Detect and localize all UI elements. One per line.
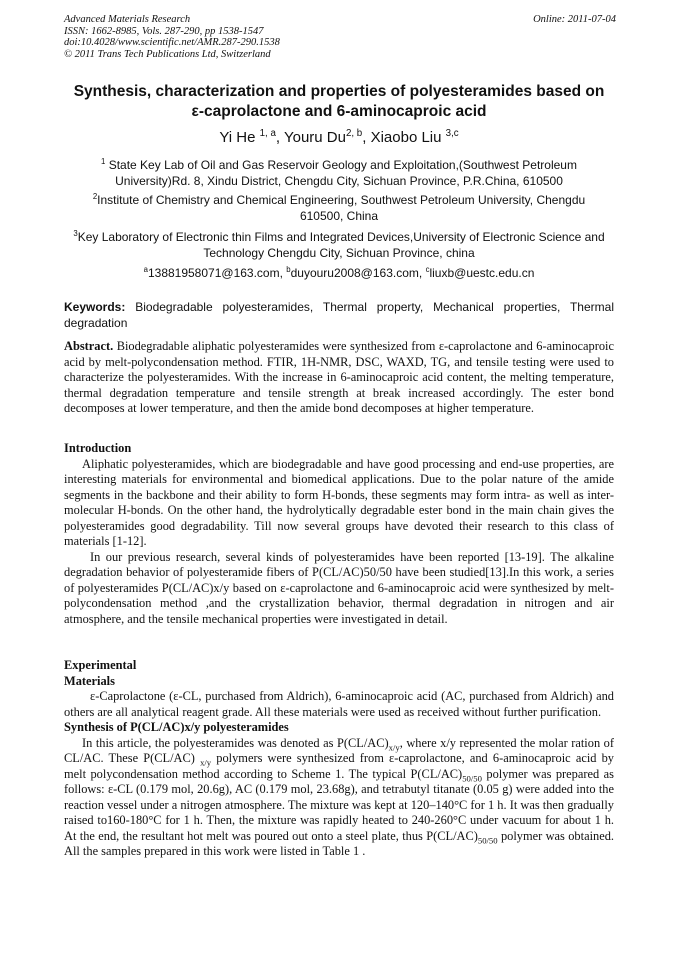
subscript: 50/50 — [462, 772, 482, 783]
synthesis-text: , where x/y represented the molar ration of CL/AC. These P(CL/AC) — [64, 735, 614, 765]
email-address: 13881958071@163.com — [147, 266, 280, 280]
subscript: x/y — [388, 741, 400, 752]
author-sup: 2, b — [345, 128, 363, 139]
email-address: duyouru2008@163.com — [290, 266, 419, 280]
introduction-section — [64, 441, 614, 627]
synthesis-text: polymer was obtained. All the samples prepared in this work were listed in Table 1 . — [64, 828, 614, 858]
experimental-section — [64, 658, 614, 860]
email-sup: a — [143, 265, 148, 274]
introduction-paragraph-2: In our previous research, several kinds of polyesteramides have been reported [13-19]. The alkaline degradation behavior of polyesteramide fibers of P(CL/AC)50/50 have been studied[13].In this work, a series of polyesteramides P(CL/AC)x/y based on ε-caprolactone and 6-aminocaproic acid were synthesized by melt-polycondensation method ,and the crystallization behavior, thermal degradation in nitrogen and air atmosphere, and the tensile mechanical properties were investigated in detail. — [64, 549, 614, 626]
materials-heading: Materials — [64, 673, 115, 688]
author-sup: 3,c — [445, 128, 459, 139]
introduction-paragraph-1: Aliphatic polyesteramides, which are biodegradable and have good processing and end-use properties, are interesting materials for environmental and biomedical applications. Due to the polar nature of the amide segments in the backbone and their ability to form H-bonds, these segments may form intra- as well as inter-molecular H-bonds. On the other hand, the hydrolytically degradable ester bond in the main chain gives the polyesteramides good degradability. Till now several groups have devoted their research to this class of materials [1-12]. — [64, 456, 614, 548]
introduction-heading: Introduction — [64, 441, 132, 455]
keywords — [64, 300, 614, 331]
title-line-1: Synthesis, characterization and properties of polyesteramides based on — [73, 83, 605, 100]
email-sup: c — [425, 265, 430, 274]
author-name: Yi He — [219, 129, 256, 146]
affiliation-text: 610500, China — [299, 209, 379, 223]
author-name: Youru Du — [283, 129, 346, 146]
author-name: Xiaobo Liu — [370, 129, 442, 146]
subscript: x/y — [200, 757, 212, 768]
author-sup: 1, a — [259, 128, 276, 139]
abstract — [64, 339, 614, 417]
abstract-label: Abstract. — [64, 339, 114, 353]
synthesis-text: polymers were synthesized from ε-caprolactone, and 6-aminocaproic acid by melt polycondensation method according to Scheme 1. The typical P(CL/AC) — [64, 751, 614, 781]
copyright-line: © 2011 Trans Tech Publications Ltd, Switzerland — [64, 48, 271, 60]
affiliation-text: State Key Lab of Oil and Gas Reservoir Geology and Exploitation,(Southwest Petroleum — [108, 158, 577, 172]
paper-title — [40, 82, 638, 122]
synthesis-text: In this article, the polyesteramides was denoted as P(CL/AC) — [82, 735, 389, 750]
affiliation-number: 3 — [73, 229, 78, 238]
materials-paragraph: ε-Caprolactone (ε-CL, purchased from Aldrich), 6-aminocaproic acid (AC, purchased from Aldrich) and others are all analytical reagent grade. All these materials were used as received without further purification. — [64, 689, 614, 719]
affiliation-text: Key Laboratory of Electronic thin Films and Integrated Devices,University of Electronic Science and — [77, 230, 605, 244]
email-address: liuxb@uestc.edu.cn — [429, 266, 535, 280]
journal-doi: doi:10.4028/www.scientific.net/AMR.287-290.1538 — [64, 37, 280, 48]
synthesis-text: polymer was prepared as follows: ε-CL (0.179 mol, 20.6g), AC (0.179 mol, 23.68g), and tetrabutyl titanate (0.05 g) were added into the reaction vessel under a nitrogen atmosphere. The mixture was kept at 120–140°C for 1 h. It was then gradually raised to160-180°C for 1 h. Then, the mixture was rapidly heated to 240-260°C under vacuum for about 1 h. At the end, the resultant hot melt was poured out onto a steel plate, thus P(CL/AC) — [64, 766, 614, 843]
email-list: $^a$13881958071@163.com, $^b$duyouru2008@163.com, $^c$liuxb@uestc.edu.cn — [143, 265, 535, 280]
abstract-text: Biodegradable aliphatic polyesteramides were synthesized from ε-caprolactone and 6-aminocaproic acid by melt-polycondensation method. FTIR, 1H-NMR, DSC, WAXD, TG, and tensile testing were used to characterize the polyesteramides. With the increase in 6-aminocaproic acid content, the melting temperature, thermal degradation temperature and tensile strength at break increased accordingly. The ester bond decomposes at lower temperature, and then the amide bond decomposes at higher temperature. — [64, 339, 614, 415]
keywords-text: Biodegradable polyesteramides, Thermal property, Mechanical properties, Thermal degradation — [64, 300, 614, 330]
author-list: Yi He $^{1, a}$, Youru Du$^{2, b}$, Xiaobo Liu $^{3,c}$ — [219, 128, 459, 146]
affiliation-text: Technology Chengdu City, Sichuan Province, china — [203, 246, 475, 260]
subscript: 50/50 — [477, 834, 498, 845]
synthesis-heading: Synthesis of P(CL/AC)x/y polyesteramides — [64, 720, 289, 734]
journal-header — [64, 14, 616, 60]
journal-name: Advanced Materials Research — [64, 14, 191, 25]
title-line-2: ε-caprolactone and 6-aminocaproic acid — [191, 103, 487, 120]
affiliation-number: 2 — [92, 192, 98, 201]
journal-issn: ISSN: 1662-8985, Vols. 287-290, pp 1538-1547 — [64, 25, 264, 37]
affiliation-text: Institute of Chemistry and Chemical Engineering, Southwest Petroleum University, Chengdu — [97, 193, 586, 207]
affiliation-1 — [60, 157, 618, 189]
email-sup: b — [286, 265, 291, 274]
synthesis-paragraph — [64, 736, 614, 860]
affiliation-text: University)Rd. 8, Xindu District, Chengdu City, Sichuan Province, P.R.China, 610500 — [115, 174, 563, 188]
experimental-heading: Experimental — [64, 658, 137, 672]
affiliation-3 — [60, 229, 618, 261]
keywords-label: Keywords: — [64, 300, 126, 314]
online-date: Online: 2011-07-04 — [533, 14, 616, 25]
affiliation-number: 1 — [101, 157, 106, 166]
affiliation-2 — [60, 192, 618, 224]
